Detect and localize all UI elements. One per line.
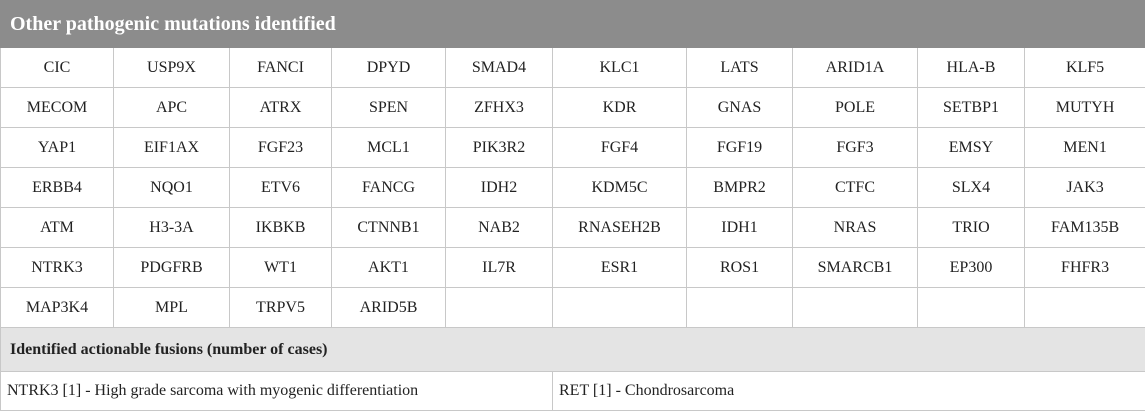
gene-cell: CTFC [793,168,918,208]
gene-cell: POLE [793,88,918,128]
gene-cell: ROS1 [687,248,793,288]
gene-cell: NRAS [793,208,918,248]
gene-cell: BMPR2 [687,168,793,208]
gene-cell [687,288,793,328]
gene-cell: FHFR3 [1025,248,1145,288]
gene-cell: FANCI [230,48,332,88]
gene-cell: ATRX [230,88,332,128]
gene-cell: IL7R [446,248,553,288]
gene-cell: KDR [553,88,687,128]
fusion-cell: RET [1] - Chondrosarcoma [553,372,1145,411]
gene-cell: MUTYH [1025,88,1145,128]
gene-cell: ESR1 [553,248,687,288]
gene-cell: RNASEH2B [553,208,687,248]
gene-cell: ZFHX3 [446,88,553,128]
gene-cell: SPEN [332,88,446,128]
fusions-heading-row [1,328,1145,372]
gene-cell: DPYD [332,48,446,88]
table-title: Other pathogenic mutations identified [1,1,1145,48]
gene-cell: KDM5C [553,168,687,208]
gene-cell: MECOM [1,88,114,128]
gene-row [1,248,1145,288]
gene-cell: FGF23 [230,128,332,168]
gene-cell: LATS [687,48,793,88]
gene-cell: FANCG [332,168,446,208]
gene-cell: NAB2 [446,208,553,248]
gene-cell: ETV6 [230,168,332,208]
gene-cell: MEN1 [1025,128,1145,168]
gene-cell [553,288,687,328]
gene-cell: ERBB4 [1,168,114,208]
gene-cell: MPL [114,288,230,328]
table-title-row [1,1,1145,48]
gene-cell: FGF4 [553,128,687,168]
gene-cell: KLF5 [1025,48,1145,88]
gene-cell: NTRK3 [1,248,114,288]
gene-cell: YAP1 [1,128,114,168]
gene-cell: FAM135B [1025,208,1145,248]
gene-cell: APC [114,88,230,128]
fusion-row [1,372,1145,411]
gene-cell: JAK3 [1025,168,1145,208]
gene-cell: EP300 [918,248,1025,288]
gene-cell: NQO1 [114,168,230,208]
gene-cell: MAP3K4 [1,288,114,328]
gene-cell: SMARCB1 [793,248,918,288]
fusions-heading: Identified actionable fusions (number of cases) [1,328,1145,372]
gene-cell: TRPV5 [230,288,332,328]
gene-cell: KLC1 [553,48,687,88]
gene-cell: PDGFRB [114,248,230,288]
gene-cell: SETBP1 [918,88,1025,128]
gene-cell: EMSY [918,128,1025,168]
gene-cell: MCL1 [332,128,446,168]
gene-cell [793,288,918,328]
gene-cell: SLX4 [918,168,1025,208]
gene-cell: PIK3R2 [446,128,553,168]
gene-row [1,128,1145,168]
gene-cell: ARID5B [332,288,446,328]
gene-cell: SMAD4 [446,48,553,88]
gene-row [1,168,1145,208]
gene-row [1,208,1145,248]
gene-cell: IDH1 [687,208,793,248]
gene-row [1,88,1145,128]
gene-cell: H3-3A [114,208,230,248]
gene-cell: FGF19 [687,128,793,168]
gene-cell: ARID1A [793,48,918,88]
gene-cell: AKT1 [332,248,446,288]
gene-cell: EIF1AX [114,128,230,168]
gene-cell: IDH2 [446,168,553,208]
gene-cell: TRIO [918,208,1025,248]
gene-row [1,288,1145,328]
fusion-cell: NTRK3 [1] - High grade sarcoma with myogenic differentiation [1,372,553,411]
gene-cell: FGF3 [793,128,918,168]
gene-cell: WT1 [230,248,332,288]
gene-cell: USP9X [114,48,230,88]
gene-cell [1025,288,1145,328]
gene-cell: IKBKB [230,208,332,248]
gene-cell: ATM [1,208,114,248]
gene-cell: CTNNB1 [332,208,446,248]
gene-cell [446,288,553,328]
gene-cell: GNAS [687,88,793,128]
gene-row [1,48,1145,88]
gene-cell: CIC [1,48,114,88]
gene-cell [918,288,1025,328]
gene-cell: HLA-B [918,48,1025,88]
